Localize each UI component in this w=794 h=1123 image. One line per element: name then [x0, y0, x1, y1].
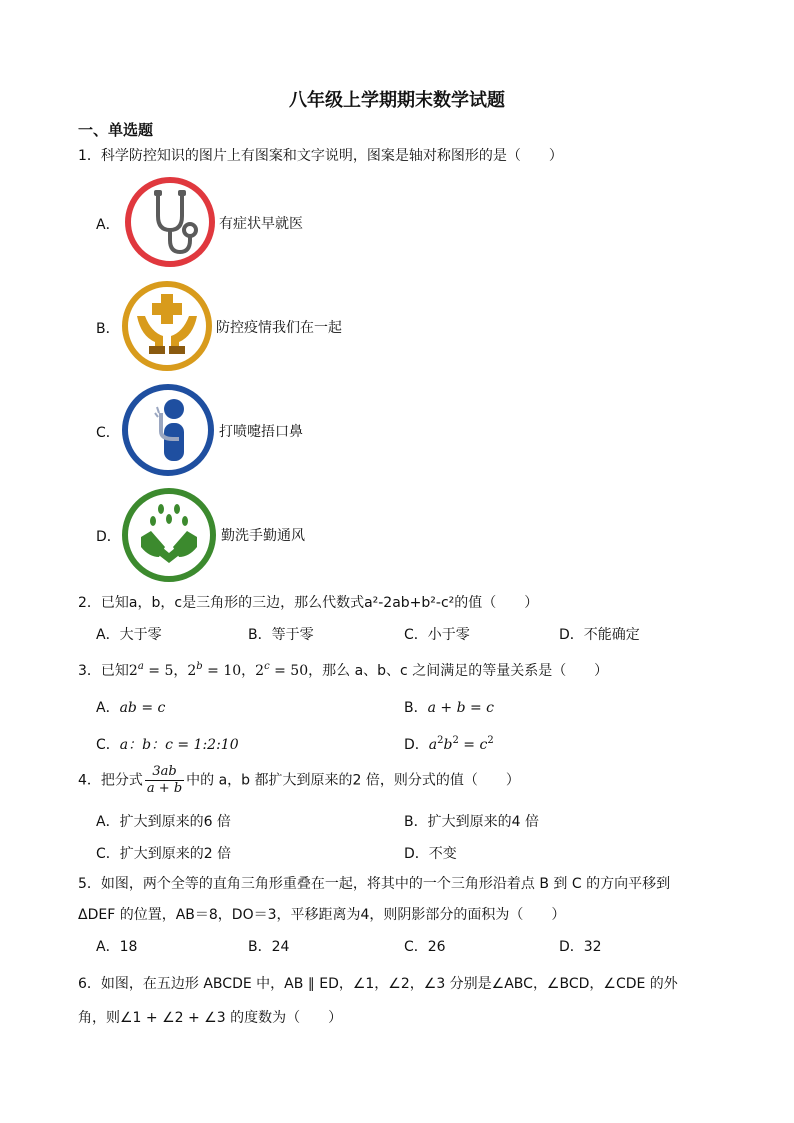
- q4-option-c: C．扩大到原来的2 倍: [96, 846, 232, 862]
- q4-fraction: [145, 764, 184, 797]
- q5-option-d: D．32: [559, 939, 602, 955]
- q3-option-c: [96, 734, 239, 754]
- q3-option-d-c-exp: 2: [487, 735, 494, 746]
- q3-expr2-rest: = 10: [202, 663, 242, 679]
- q3-option-d-a-exp: 2: [437, 735, 444, 746]
- q5-option-b: B．24: [248, 939, 290, 955]
- q1-option-b-label: 防控疫情我们在一起: [216, 320, 342, 336]
- q4-option-a: A．扩大到原来的6 倍: [96, 814, 231, 830]
- q3-prefix: 3．已知: [78, 663, 129, 679]
- q3-expr2-exp: b: [196, 661, 203, 672]
- q3-option-d-b: b: [443, 737, 453, 753]
- q3-option-a-expr: ab = c: [119, 700, 166, 716]
- q2-stem-post: 的值（ ）: [454, 595, 539, 611]
- q3-option-c-expr: a：b：c = 1:2:10: [119, 737, 239, 753]
- q1-option-b-letter: B．: [96, 321, 120, 337]
- q3-option-d: [404, 734, 494, 754]
- q4-prefix: 4．把分式: [78, 772, 143, 789]
- q3-option-a: [96, 697, 165, 717]
- q3-expr1-exp: a: [137, 661, 144, 672]
- q1-option-a-letter: A．: [96, 217, 120, 233]
- question-5-line1: 5．如图，两个全等的直角三角形重叠在一起，将其中的一个三角形沿着点 B 到 C 的方向平移到: [78, 876, 671, 892]
- question-4-stem: [78, 764, 520, 797]
- q3-expr2-base: 2: [187, 663, 197, 679]
- q2-option-a: A．大于零: [96, 627, 162, 643]
- q3-expr3-base: 2: [255, 663, 265, 679]
- page-title: 八年级上学期期末数学试题: [289, 90, 505, 111]
- stethoscope-icon: [124, 176, 216, 268]
- q2-stem-pre: 2．已知a，b，c是三角形的三边，那么代数式a²-2ab+b²-c²: [78, 595, 455, 611]
- question-3-stem: 3．已知$2^a = 5$，$2^b = 10$，$2^c = 50$，那么 a、b、c 之间满足的等量关系是（ ）: [78, 661, 609, 679]
- q2-option-b: B．等于零: [248, 627, 314, 643]
- q1-option-c-label: 打喷嚏捂口鼻: [219, 424, 303, 440]
- question-6-line2: 角，则∠1 + ∠2 + ∠3 的度数为（ ）: [78, 1010, 343, 1026]
- q4-fraction-numerator: 3ab: [145, 764, 184, 781]
- question-6-line1: 6．如图，在五边形 ABCDE 中，AB ∥ ED，∠1，∠2，∠3 分别是∠ABC，∠BCD，∠CDE 的外: [78, 976, 678, 992]
- q3-option-b: [404, 697, 494, 717]
- question-1-stem: 1．科学防控知识的图片上有图案和文字说明，图案是轴对称图形的是（ ）: [78, 148, 563, 164]
- section-heading: 一、单选题: [78, 121, 154, 139]
- q3-option-b-letter: B．: [404, 700, 428, 716]
- q3-suffix: ，那么 a、b、c 之间满足的等量关系是（ ）: [308, 663, 609, 679]
- sneeze-person-icon: [121, 383, 215, 477]
- q3-expr1-base: 2: [128, 663, 138, 679]
- q3-expr3-rest: = 50: [269, 663, 309, 679]
- q5-option-c: C．26: [404, 939, 446, 955]
- q1-option-d-label: 勤洗手勤通风: [221, 528, 305, 544]
- q1-option-d-letter: D．: [96, 529, 121, 545]
- question-5-line2: ΔDEF 的位置，AB＝8，DO＝3，平移距离为4，则阴影部分的面积为（ ）: [78, 907, 566, 923]
- q3-option-d-letter: D．: [404, 737, 429, 753]
- q3-expr1-rest: = 5: [143, 663, 174, 679]
- q3-option-a-letter: A．: [96, 700, 120, 716]
- question-2-stem: [78, 592, 538, 612]
- q3-option-c-letter: C．: [96, 737, 120, 753]
- q3-option-b-expr: a + b = c: [427, 700, 495, 716]
- q3-option-d-a: a: [428, 737, 438, 753]
- q3-option-d-b-exp: 2: [452, 735, 459, 746]
- q1-option-c-letter: C．: [96, 425, 120, 441]
- q2-option-d: D．不能确定: [559, 627, 640, 643]
- q3-option-d-eq: = c: [458, 737, 488, 753]
- q1-option-a-label: 有症状早就医: [219, 216, 303, 232]
- q5-option-a: A．18: [96, 939, 138, 955]
- q4-fraction-denominator: a + b: [146, 781, 183, 796]
- q4-option-b: B．扩大到原来的4 倍: [404, 814, 539, 830]
- wash-hands-icon: [121, 487, 217, 583]
- q3-expr3-exp: c: [264, 661, 270, 672]
- hands-cross-icon: [121, 280, 213, 372]
- q4-option-d: D．不变: [404, 846, 457, 862]
- q2-option-c: C．小于零: [404, 627, 470, 643]
- q4-suffix: 中的 a，b 都扩大到原来的2 倍，则分式的值（ ）: [186, 772, 520, 789]
